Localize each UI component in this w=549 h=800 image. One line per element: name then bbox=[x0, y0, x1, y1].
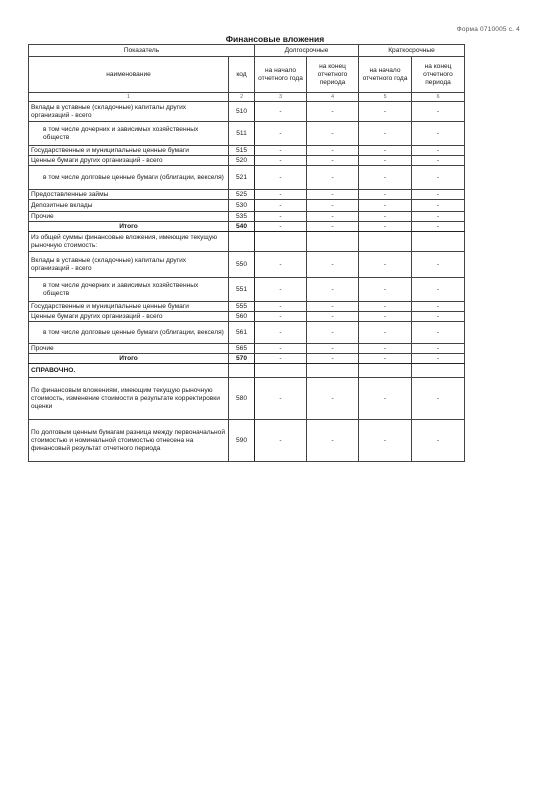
row-value: - bbox=[412, 212, 465, 222]
row-name: Итого bbox=[29, 354, 229, 364]
table-row bbox=[29, 420, 465, 462]
row-value: - bbox=[307, 302, 359, 312]
header-short-term: Краткосрочные bbox=[359, 45, 465, 57]
row-code: 535 bbox=[229, 212, 255, 222]
row-code: 580 bbox=[229, 378, 255, 420]
page-title: Финансовые вложения bbox=[225, 34, 325, 44]
row-value: - bbox=[359, 146, 412, 156]
row-value: - bbox=[307, 252, 359, 278]
row-value: - bbox=[359, 378, 412, 420]
row-value: - bbox=[255, 378, 307, 420]
row-value: - bbox=[412, 378, 465, 420]
row-value: - bbox=[412, 222, 465, 232]
row-value: - bbox=[307, 378, 359, 420]
row-value: - bbox=[307, 322, 359, 344]
reference-heading-body bbox=[29, 364, 465, 378]
row-value: - bbox=[412, 166, 465, 190]
row-value: - bbox=[255, 190, 307, 200]
row-value: - bbox=[412, 146, 465, 156]
header-short-start: на начало отчетного года bbox=[359, 57, 412, 93]
row-value: - bbox=[307, 278, 359, 302]
row-value: - bbox=[412, 102, 465, 122]
row-value: - bbox=[412, 122, 465, 146]
row-value: - bbox=[307, 222, 359, 232]
row-value: - bbox=[359, 212, 412, 222]
row-value: - bbox=[412, 190, 465, 200]
table-row bbox=[29, 122, 465, 146]
col-number: 1 bbox=[29, 93, 229, 102]
market-heading: Из общей суммы финансовые вложения, имеющие текущую рыночную стоимость: bbox=[29, 232, 229, 252]
row-value: - bbox=[255, 200, 307, 212]
row-value: - bbox=[307, 312, 359, 322]
table-header bbox=[29, 45, 465, 102]
row-name: Ценные бумаги других организаций - всего bbox=[29, 312, 229, 322]
row-name: По долговым ценным бумагам разница между первоначальной стоимостью и номинальной стоимостью отнесена на финансовый результат отчетного периода bbox=[29, 420, 229, 462]
row-name: Ценные бумаги других организаций - всего bbox=[29, 156, 229, 166]
table-row bbox=[29, 222, 465, 232]
row-value: - bbox=[307, 212, 359, 222]
row-code: 550 bbox=[229, 252, 255, 278]
row-value: - bbox=[307, 344, 359, 354]
header-indicator: Показатель bbox=[29, 45, 255, 57]
row-value: - bbox=[359, 322, 412, 344]
row-code: 511 bbox=[229, 122, 255, 146]
investments-body bbox=[29, 102, 465, 232]
market-body bbox=[29, 252, 465, 364]
row-value: - bbox=[412, 200, 465, 212]
row-name: в том числе дочерних и зависимых хозяйственных обществ bbox=[29, 278, 229, 302]
row-value: - bbox=[359, 252, 412, 278]
table-row bbox=[29, 344, 465, 354]
row-value: - bbox=[412, 302, 465, 312]
row-value: - bbox=[359, 302, 412, 312]
row-value: - bbox=[412, 354, 465, 364]
row-code: 521 bbox=[229, 166, 255, 190]
row-value: - bbox=[359, 156, 412, 166]
row-value: - bbox=[255, 156, 307, 166]
row-value: - bbox=[359, 354, 412, 364]
row-value: - bbox=[255, 302, 307, 312]
col-number: 5 bbox=[359, 93, 412, 102]
table-row bbox=[29, 200, 465, 212]
row-value: - bbox=[255, 146, 307, 156]
row-name: Прочие bbox=[29, 344, 229, 354]
row-value: - bbox=[255, 122, 307, 146]
row-value: - bbox=[307, 200, 359, 212]
row-value: - bbox=[255, 212, 307, 222]
market-heading-body bbox=[29, 232, 465, 252]
row-value: - bbox=[412, 312, 465, 322]
reference-body bbox=[29, 378, 465, 462]
row-value: - bbox=[255, 166, 307, 190]
row-value: - bbox=[307, 146, 359, 156]
header-long-end: на конец отчетного периода bbox=[307, 57, 359, 93]
row-value: - bbox=[359, 420, 412, 462]
row-value: - bbox=[359, 190, 412, 200]
row-value: - bbox=[359, 278, 412, 302]
table-row bbox=[29, 322, 465, 344]
row-value: - bbox=[255, 322, 307, 344]
row-value: - bbox=[307, 354, 359, 364]
col-number: 3 bbox=[255, 93, 307, 102]
row-name: Государственные и муниципальные ценные бумаги bbox=[29, 146, 229, 156]
row-name: в том числе дочерних и зависимых хозяйственных обществ bbox=[29, 122, 229, 146]
col-number: 4 bbox=[307, 93, 359, 102]
row-value: - bbox=[412, 344, 465, 354]
row-name: в том числе долговые ценные бумаги (облигации, векселя) bbox=[29, 166, 229, 190]
header-long-term: Долгосрочные bbox=[255, 45, 359, 57]
row-value: - bbox=[359, 122, 412, 146]
row-value: - bbox=[307, 156, 359, 166]
table-row bbox=[29, 102, 465, 122]
row-value: - bbox=[412, 156, 465, 166]
row-value: - bbox=[255, 312, 307, 322]
header-long-start: на начало отчетного года bbox=[255, 57, 307, 93]
row-code: 560 bbox=[229, 312, 255, 322]
table-row bbox=[29, 146, 465, 156]
row-code: 561 bbox=[229, 322, 255, 344]
table-row bbox=[29, 302, 465, 312]
col-number: 6 bbox=[412, 93, 465, 102]
financial-investments-table bbox=[28, 44, 465, 462]
row-value: - bbox=[255, 278, 307, 302]
row-name: Прочие bbox=[29, 212, 229, 222]
row-value: - bbox=[307, 420, 359, 462]
row-value: - bbox=[255, 252, 307, 278]
table-row bbox=[29, 312, 465, 322]
reference-heading: СПРАВОЧНО. bbox=[29, 364, 229, 378]
row-name: Государственные и муниципальные ценные бумаги bbox=[29, 302, 229, 312]
row-code: 520 bbox=[229, 156, 255, 166]
table-row bbox=[29, 190, 465, 200]
row-code: 540 bbox=[229, 222, 255, 232]
row-name: Вклады в уставные (складочные) капиталы других организаций - всего bbox=[29, 252, 229, 278]
row-code: 555 bbox=[229, 302, 255, 312]
table-row bbox=[29, 278, 465, 302]
row-name: в том числе долговые ценные бумаги (облигации, векселя) bbox=[29, 322, 229, 344]
row-value: - bbox=[412, 252, 465, 278]
row-code: 565 bbox=[229, 344, 255, 354]
row-value: - bbox=[307, 122, 359, 146]
row-name: Депозитные вклады bbox=[29, 200, 229, 212]
header-code: код bbox=[229, 57, 255, 93]
row-value: - bbox=[255, 102, 307, 122]
row-name: Итого bbox=[29, 222, 229, 232]
row-code: 590 bbox=[229, 420, 255, 462]
row-value: - bbox=[255, 354, 307, 364]
table-row bbox=[29, 156, 465, 166]
header-name: наименование bbox=[29, 57, 229, 93]
table-row bbox=[29, 378, 465, 420]
row-value: - bbox=[255, 344, 307, 354]
row-value: - bbox=[359, 200, 412, 212]
row-code: 530 bbox=[229, 200, 255, 212]
row-value: - bbox=[359, 344, 412, 354]
col-number: 2 bbox=[229, 93, 255, 102]
row-value: - bbox=[359, 166, 412, 190]
row-name: Предоставленные займы bbox=[29, 190, 229, 200]
row-value: - bbox=[359, 102, 412, 122]
row-value: - bbox=[412, 322, 465, 344]
row-code: 525 bbox=[229, 190, 255, 200]
row-value: - bbox=[255, 420, 307, 462]
table-row bbox=[29, 252, 465, 278]
row-code: 510 bbox=[229, 102, 255, 122]
row-name: Вклады в уставные (складочные) капиталы других организаций - всего bbox=[29, 102, 229, 122]
row-name: По финансовым вложениям, имеющим текущую рыночную стоимость, изменение стоимости в результате корректировки оценки bbox=[29, 378, 229, 420]
row-value: - bbox=[307, 102, 359, 122]
table-row bbox=[29, 166, 465, 190]
table-row bbox=[29, 212, 465, 222]
row-value: - bbox=[307, 166, 359, 190]
form-reference: Форма 0710005 с. 4 bbox=[456, 26, 520, 33]
row-value: - bbox=[307, 190, 359, 200]
row-code: 551 bbox=[229, 278, 255, 302]
row-value: - bbox=[255, 222, 307, 232]
row-value: - bbox=[412, 278, 465, 302]
row-value: - bbox=[412, 420, 465, 462]
row-value: - bbox=[359, 312, 412, 322]
row-code: 515 bbox=[229, 146, 255, 156]
row-code: 570 bbox=[229, 354, 255, 364]
table-row bbox=[29, 354, 465, 364]
header-short-end: на конец отчетного периода bbox=[412, 57, 465, 93]
row-value: - bbox=[359, 222, 412, 232]
